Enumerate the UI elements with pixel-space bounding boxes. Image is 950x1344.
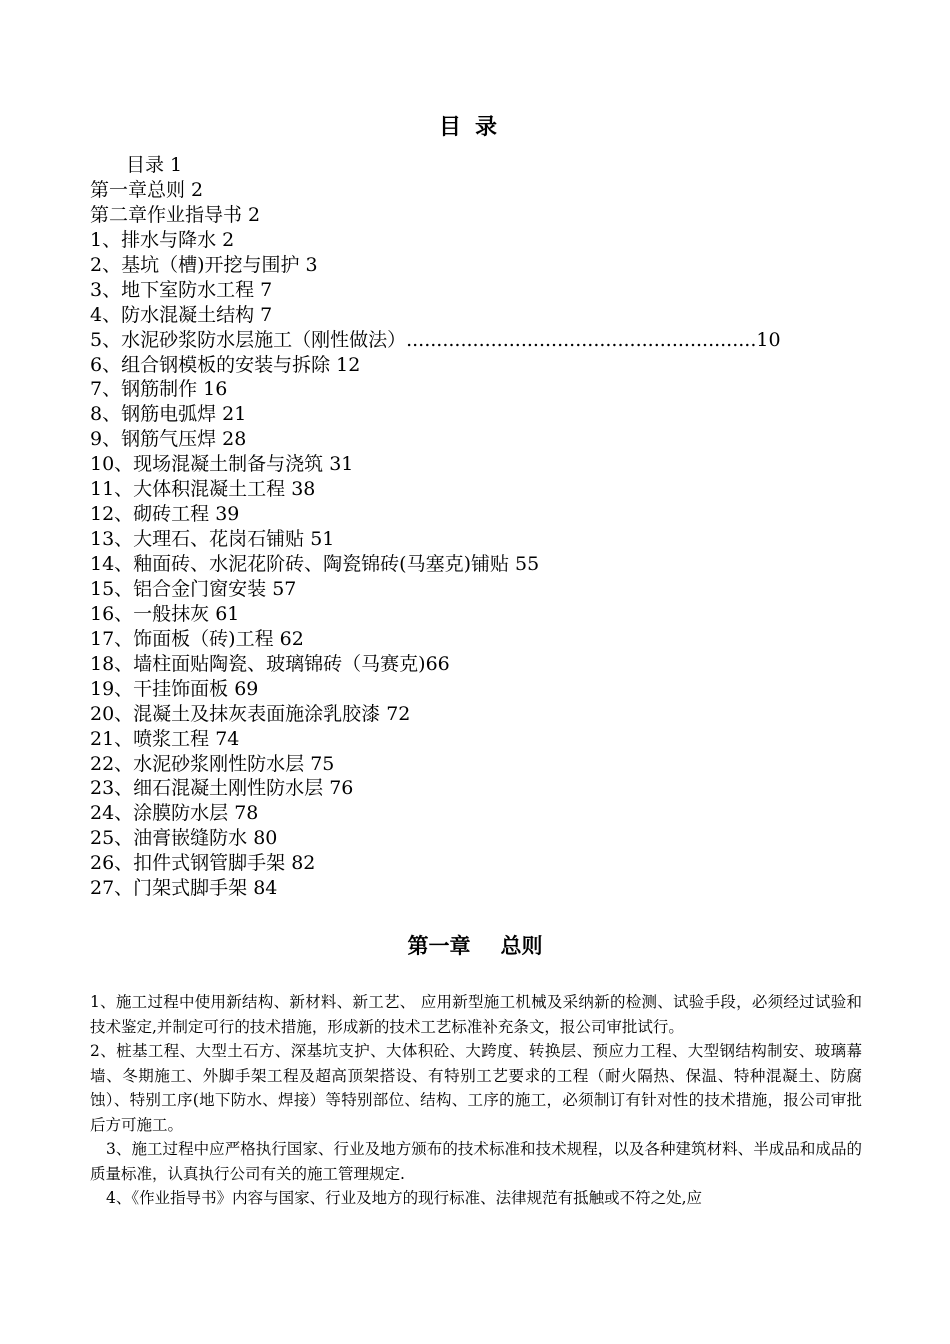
toc-entry[interactable]: 3、地下室防水工程 7 <box>90 278 273 301</box>
toc-entry[interactable]: 11、大体积混凝土工程 38 <box>90 478 316 501</box>
chapter-heading <box>0 930 950 960</box>
toc-entry[interactable]: 15、铝合金门窗安装 57 <box>90 577 297 600</box>
toc-entry[interactable]: 18、墙柱面贴陶瓷、玻璃锦砖（马赛克)66 <box>90 652 450 675</box>
chapter-body <box>90 990 862 1211</box>
toc-entry[interactable]: 目录 1 <box>126 154 183 176</box>
toc-entry[interactable]: 1、排水与降水 2 <box>90 228 235 251</box>
toc-entry[interactable]: 12、砌砖工程 39 <box>90 503 240 526</box>
toc-entry[interactable]: 10、现场混凝土制备与浇筑 31 <box>90 453 354 476</box>
toc-entry[interactable]: 26、扣件式钢管脚手架 82 <box>90 852 316 875</box>
toc-entry[interactable]: 25、油膏嵌缝防水 80 <box>90 827 278 850</box>
toc-entry[interactable]: 5、水泥砂浆防水层施工（刚性做法）..........................................................10 <box>90 328 781 351</box>
body-paragraph: 2、桩基工程、大型土石方、深基坑支护、大体积砼、大跨度、转换层、预应力工程、大型钢结构制安、玻璃幕墙、冬期施工、外脚手架工程及超高顶架搭设、有特别工艺要求的工程（耐火隔热、保温、特种混凝土、防腐蚀）、特别工序(地下防水、焊接）等特别部位、结构、工序的施工，必须制订有针对性的技术措施，报公司审批后方可施工。 <box>90 1042 862 1134</box>
toc-entry[interactable]: 13、大理石、花岗石铺贴 51 <box>90 528 335 551</box>
toc-entry[interactable]: 2、基坑（槽)开挖与围护 3 <box>90 253 318 276</box>
toc-entry[interactable]: 4、防水混凝土结构 7 <box>90 303 273 326</box>
toc-entry[interactable]: 23、细石混凝土刚性防水层 76 <box>90 777 354 800</box>
toc-entry[interactable]: 17、饰面板（砖)工程 62 <box>90 627 304 650</box>
toc-entry[interactable]: 21、喷浆工程 74 <box>90 727 240 750</box>
body-paragraph: 1、施工过程中使用新结构、新材料、新工艺、 应用新型施工机械及采纳新的检测、试验手段，必须经过试验和技术鉴定,并制定可行的技术措施，形成新的技术工艺标准补充条文，报公司审批试行。 <box>90 993 862 1036</box>
toc-entry[interactable]: 8、钢筋电弧焊 21 <box>90 403 247 426</box>
toc-entry[interactable]: 27、门架式脚手架 84 <box>90 877 278 900</box>
toc-entry[interactable]: 6、组合钢模板的安装与拆除 12 <box>90 353 361 376</box>
toc-entry[interactable]: 第一章总则 2 <box>90 178 204 201</box>
body-paragraph: 4、《作业指导书》内容与国家、行业及地方的现行标准、法律规范有抵触或不符之处,应 <box>106 1189 703 1207</box>
toc-entry[interactable]: 9、钢筋气压焊 28 <box>90 428 247 451</box>
table-of-contents <box>90 153 850 901</box>
toc-title: 目录 <box>438 114 511 140</box>
toc-entry[interactable]: 7、钢筋制作 16 <box>90 378 228 401</box>
chapter-number: 第一章 <box>407 933 471 958</box>
toc-entry[interactable]: 20、混凝土及抹灰表面施涂乳胶漆 72 <box>90 702 411 725</box>
toc-entry[interactable]: 16、一般抹灰 61 <box>90 602 240 625</box>
chapter-name: 总则 <box>500 933 543 958</box>
toc-entry[interactable]: 第二章作业指导书 2 <box>90 203 261 226</box>
toc-entry[interactable]: 24、涂膜防水层 78 <box>90 802 259 825</box>
toc-entry[interactable]: 14、釉面砖、水泥花阶砖、陶瓷锦砖(马塞克)铺贴 55 <box>90 553 540 575</box>
body-paragraph: 3、施工过程中应严格执行国家、行业及地方颁布的技术标准和技术规程，以及各种建筑材料、半成品和成品的质量标准，认真执行公司有关的施工管理规定. <box>90 1140 862 1183</box>
toc-entry[interactable]: 22、水泥砂浆刚性防水层 75 <box>90 752 335 775</box>
toc-entry[interactable]: 19、干挂饰面板 69 <box>90 677 259 700</box>
